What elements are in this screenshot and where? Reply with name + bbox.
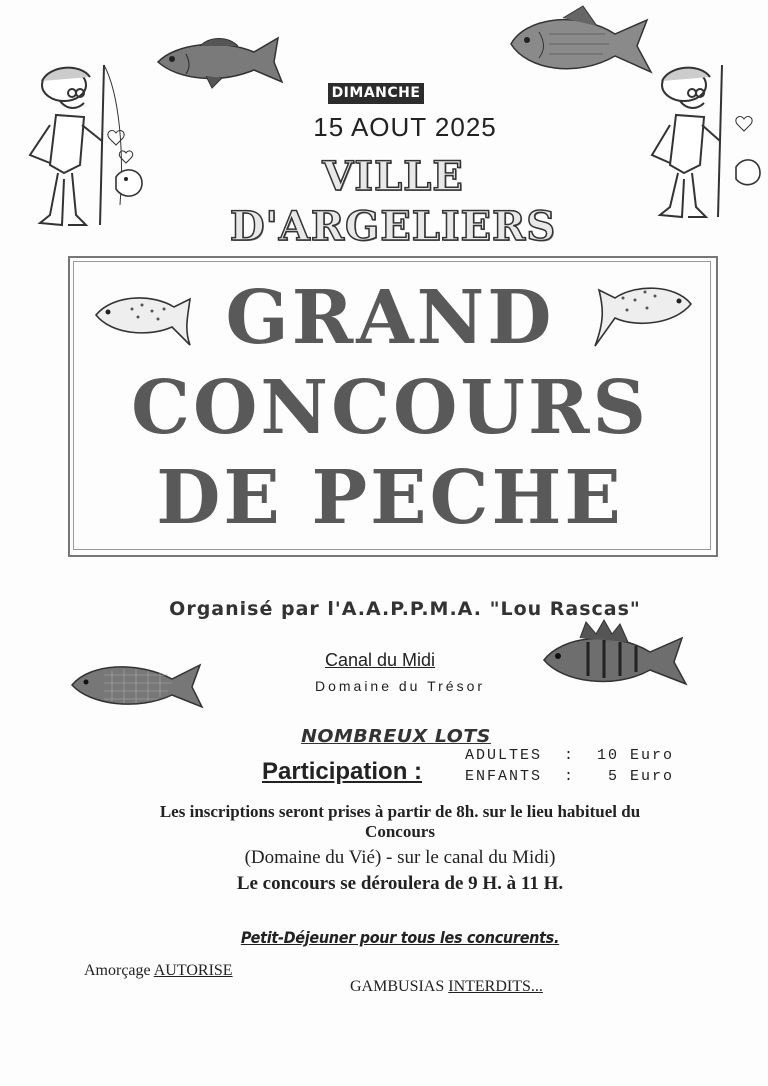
town-title: VILLE D'ARGELIERS [229, 153, 557, 250]
tench-fish-icon [150, 30, 290, 92]
title-line-3: DE PECHE [156, 455, 624, 541]
adult-fee: ADULTES : 10 Euro [465, 747, 675, 764]
prizes-heading: NOMBREUX LOTS [301, 726, 491, 747]
bream-fish-icon [505, 4, 655, 84]
title-line-2: CONCOURS [131, 365, 649, 451]
gambusias-rule-value: INTERDITS... [448, 978, 543, 995]
fisherman-right-icon [640, 55, 765, 225]
title-line-1: GRAND [225, 275, 555, 361]
bait-rule-value: AUTORISE [153, 962, 233, 979]
participation-label: Participation : [262, 758, 423, 785]
day-badge: DIMANCHE [328, 83, 424, 104]
fisherman-left-icon [20, 55, 160, 235]
child-fee: ENFANTS : 5 Euro [465, 768, 675, 785]
perch-fish-icon [540, 618, 690, 692]
schedule-info: Le concours se déroulera de 9 H. à 11 H. [236, 873, 564, 894]
bait-rule [84, 962, 233, 980]
organizer-text: Organisé par l'A.A.P.P.M.A. "Lou Rascas" [169, 598, 641, 620]
canal-location: Canal du Midi [324, 650, 436, 670]
registration-info-2: Concours [365, 822, 435, 841]
gambusias-rule-prefix: GAMBUSIAS [350, 978, 449, 995]
gambusias-rule [350, 978, 543, 996]
domaine-location: Domaine du Trésor [314, 678, 486, 694]
breakfast-info: Petit-Déjeuner pour tous les concurents. [240, 928, 560, 947]
bait-rule-prefix: Amorçage [84, 962, 154, 979]
venue-info: (Domaine du Vié) - sur le canal du Midi) [244, 847, 556, 868]
registration-info: Les inscriptions seront prises à partir de 8h. sur le lieu habituel du [159, 802, 641, 821]
carp-fish-icon [68, 655, 208, 713]
event-date: 15 AOUT 2025 [313, 112, 497, 142]
